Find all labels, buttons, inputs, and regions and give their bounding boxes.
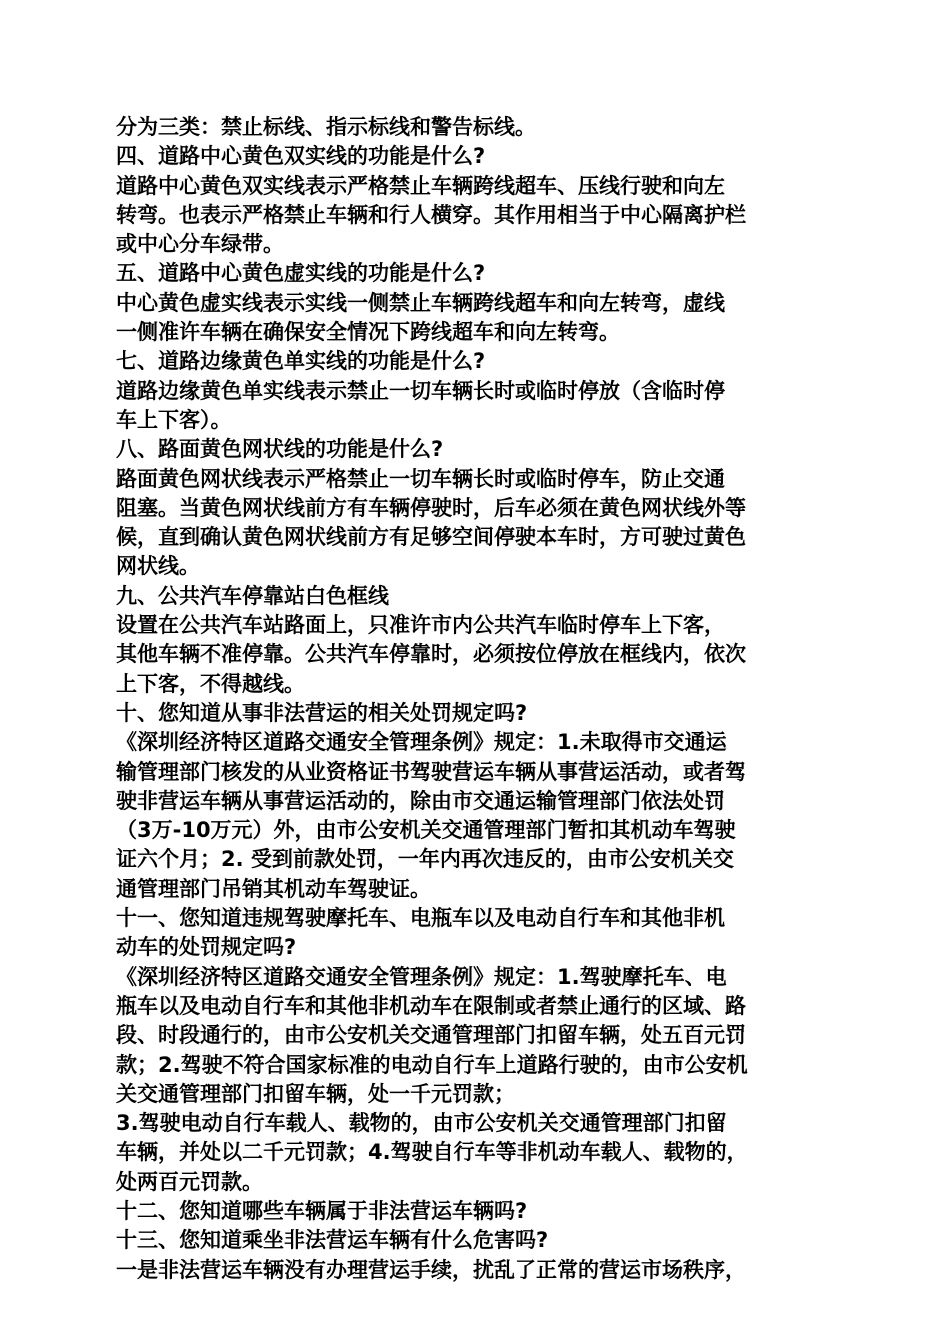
text-line: 道路中心黄色双实线表示严格禁止车辆跨线超车、压线行驶和向左 xyxy=(116,173,725,198)
section-heading: 八、路面黄色网状线的功能是什么? xyxy=(116,437,444,462)
text-line: 款；2.驾驶不符合国家标准的电动自行车上道路行驶的，由市公安机 xyxy=(116,1052,748,1077)
text-line: 《深圳经济特区道路交通安全管理条例》规定：1.驾驶摩托车、电 xyxy=(116,964,727,989)
text-line: 通管理部门吊销其机动车驾驶证。 xyxy=(116,876,431,901)
text-line: （3万-10万元）外，由市公安机关交通管理部门暂扣其机动车驾驶 xyxy=(116,818,736,843)
text-line: 《深圳经济特区道路交通安全管理条例》规定：1.未取得市交通运 xyxy=(116,730,727,755)
text-line: 其他车辆不准停靠。公共汽车停靠时，必须按位停放在框线内，依次 xyxy=(116,642,746,667)
text-line: 分为三类：禁止标线、指示标线和警告标线。 xyxy=(116,115,536,139)
text-line: 关交通管理部门扣留车辆，处一千元罚款； xyxy=(116,1081,515,1106)
section-heading: 十、您知道从事非法营运的相关处罚规定吗? xyxy=(116,700,528,725)
text-line: 3.驾驶电动自行车载人、载物的，由市公安机关交通管理部门扣留 xyxy=(116,1111,727,1136)
text-line: 一是非法营运车辆没有办理营运手续，扰乱了正常的营运市场秩序， xyxy=(116,1257,746,1282)
text-line: 候，直到确认黄色网状线前方有足够空间停驶本车时，方可驶过黄色 xyxy=(116,525,746,550)
text-line: 驶非营运车辆从事营运活动的，除由市交通运输管理部门依法处罚 xyxy=(116,788,725,813)
section-heading: 四、道路中心黄色双实线的功能是什么? xyxy=(116,144,486,169)
text-line: 路面黄色网状线表示严格禁止一切车辆长时或临时停车，防止交通 xyxy=(116,466,725,491)
section-heading: 十一、您知道违规驾驶摩托车、电瓶车以及电动自行车和其他非机 xyxy=(116,906,725,931)
text-line: 车辆，并处以二千元罚款；4.驾驶自行车等非机动车载人、载物的， xyxy=(116,1140,748,1165)
section-heading: 五、道路中心黄色虚实线的功能是什么? xyxy=(116,261,486,286)
text-line: 或中心分车绿带。 xyxy=(116,232,284,257)
text-line: 中心黄色虚实线表示实线一侧禁止车辆跨线超车和向左转弯，虚线 xyxy=(116,290,725,315)
text-line: 设置在公共汽车站路面上，只准许市内公共汽车临时停车上下客， xyxy=(116,613,725,638)
section-heading: 七、道路边缘黄色单实线的功能是什么? xyxy=(116,349,486,374)
text-line: 处两百元罚款。 xyxy=(116,1169,263,1194)
text-line: 上下客，不得越线。 xyxy=(116,671,305,696)
section-heading: 十三、您知道乘坐非法营运车辆有什么危害吗? xyxy=(116,1228,549,1253)
text-line: 段、时段通行的，由市公安机关交通管理部门扣留车辆，处五百元罚 xyxy=(116,1023,746,1048)
text-line: 动车的处罚规定吗? xyxy=(116,935,297,960)
text-line: 瓶车以及电动自行车和其他非机动车在限制或者禁止通行的区域、路 xyxy=(116,993,746,1018)
text-line: 道路边缘黄色单实线表示禁止一切车辆长时或临时停放（含临时停 xyxy=(116,378,725,403)
section-heading: 九、公共汽车停靠站白色框线 xyxy=(116,583,389,608)
text-line: 输管理部门核发的从业资格证书驾驶营运车辆从事营运活动，或者驾 xyxy=(116,759,746,784)
section-heading: 十二、您知道哪些车辆属于非法营运车辆吗? xyxy=(116,1198,528,1223)
text-line: 证六个月；2. 受到前款处罚，一年内再次违反的，由市公安机关交 xyxy=(116,847,734,872)
text-line: 阻塞。当黄色网状线前方有车辆停驶时，后车必须在黄色网状线外等 xyxy=(116,495,746,520)
text-line: 转弯。也表示严格禁止车辆和行人横穿。其作用相当于中心隔离护栏 xyxy=(116,202,746,227)
text-line: 一侧准许车辆在确保安全情况下跨线超车和向左转弯。 xyxy=(116,320,620,345)
text-line: 车上下客）。 xyxy=(116,407,232,432)
text-line: 网状线。 xyxy=(116,554,200,579)
document-body xyxy=(116,113,838,1285)
